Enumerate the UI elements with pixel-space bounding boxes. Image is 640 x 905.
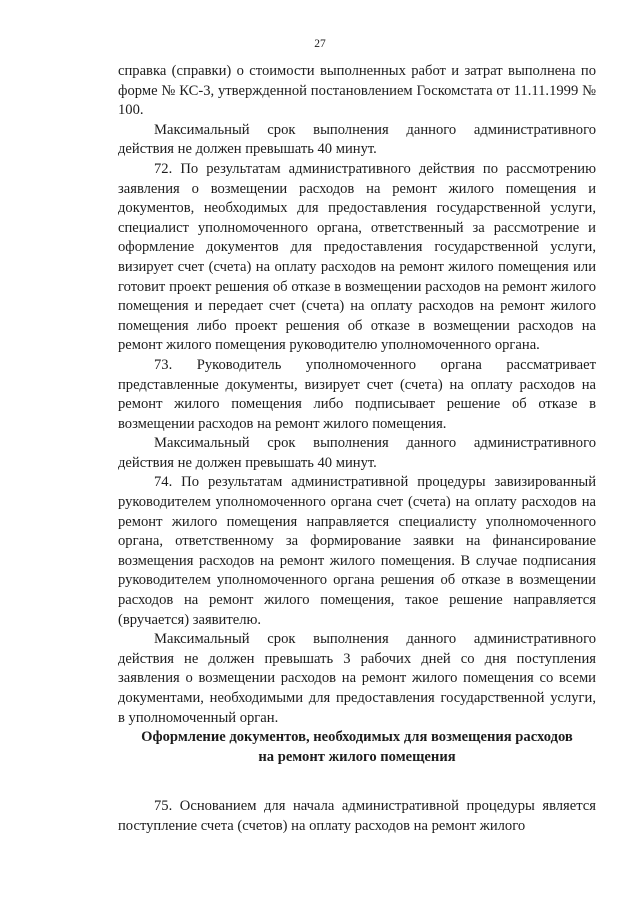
- page-number: 27: [314, 38, 326, 50]
- section-heading-line-2: на ремонт жилого помещения: [258, 748, 456, 765]
- document-body: [118, 62, 596, 837]
- paragraph-time-limit-2: Максимальный срок выполнения данного административного действия не должен превышать 40 минут.: [118, 435, 596, 471]
- section-heading: [118, 728, 596, 767]
- paragraph-75: 75. Основанием для начала административной процедуры является поступление счета (счетов) на оплату расходов на ремонт жилого: [118, 798, 596, 834]
- paragraph-74: 74. По результатам административной процедуры завизированный руководителем уполномоченного органа счет (счета) на оплату расходов на ремонт жилого помещения направляется специалисту уполномоченного органа, ответственному за формирование заявки на финансирование возмещения расходов на ремонт жилого помещения. В случае подписания руководителем уполномоченного органа решения об отказе в возмещении расходов на ремонт жилого помещения, такое решение направляется (вручается) заявителю.: [118, 474, 596, 628]
- paragraph-73: 73. Руководитель уполномоченного органа рассматривает представленные документы, визирует счет (счета) на оплату расходов на ремонт жилого помещения либо подписывает решение об отказе в возмещении расходов на ремонт жилого помещения.: [118, 356, 596, 432]
- paragraph-time-limit-3: Максимальный срок выполнения данного административного действия не должен превышать 3 рабочих дней со дня поступления заявления о возмещении расходов на ремонт жилого помещения со всеми документами, необходимыми для предоставления государственной услуги, в уполномоченный орган.: [118, 631, 596, 726]
- paragraph-72: 72. По результатам административного действия по рассмотрению заявления о возмещении расходов на ремонт жилого помещения и документов, необходимых для предоставления государственной услуги, специалист уполномоченного органа, ответственный за рассмотрение и оформление документов для предоставления государственной услуги, визирует счет (счета) на оплату расходов на ремонт жилого помещения или готовит проект решения об отказе в возмещении расходов на ремонт жилого помещения и передает счет (счета) на оплату расходов на ремонт жилого помещения либо проект решения об отказе в возмещении расходов на ремонт жилого помещения руководителю уполномоченного органа.: [118, 160, 596, 354]
- section-heading-line-1: Оформление документов, необходимых для возмещения расходов: [141, 729, 573, 746]
- paragraph-continuation: справка (справки) о стоимости выполненных работ и затрат выполнена по форме № КС-3, утвержденной постановлением Госкомстата от 11.11.1999 № 100.: [118, 63, 596, 119]
- paragraph-time-limit-1: Максимальный срок выполнения данного административного действия не должен превышать 40 минут.: [118, 121, 596, 158]
